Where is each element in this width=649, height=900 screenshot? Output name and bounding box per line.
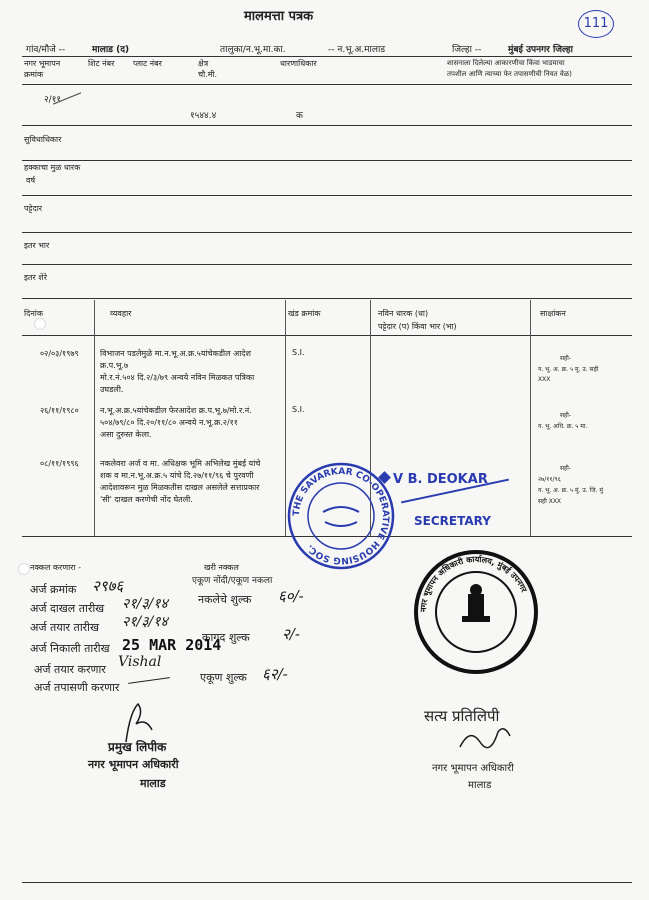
place-left: मालाड [140,777,166,790]
easement-label: सुविधाधिकार [24,135,62,144]
tx-description-line: विभाजन पडलेमुळे मा.न.भू.अ.क्र.५यांचेकडील आदेश [100,349,251,358]
tx-volume: S.I. [292,405,305,414]
prepared-by2-label: अर्ज तयार करणार [34,663,106,676]
secretary-role: SECRETARY [414,514,491,528]
copy-fee-label: नकलेचे शुल्क [198,593,252,606]
divider [22,335,632,336]
tx-attestation-line: सही- [560,412,571,419]
taluka-value: -- न.भू.अ.मालाड [328,45,386,55]
tx-description-line: क्र.प.भू.७ [100,361,129,370]
year-label: वर्ष [26,176,36,185]
paper-fee-value: २/- [282,625,300,643]
tx-description-line: शक व मा.न.भू.अ.क्र.५ यांचे दि.२७/११/९६ चे पुरवणी [100,471,254,480]
tx-date-header: दिनांक [24,309,43,318]
checked-by-label: खरी नक्कल [204,563,239,572]
bottom-line [22,882,632,883]
page-title: मालमत्ता पत्रक [244,9,314,24]
tx-description-line: आदेशावरून मुळ मिळकतीस दाखल असलेले सत्ताप्रकार [100,483,260,492]
app-no-value: २९७६ [92,577,124,595]
officer-left: नगर भूमापन अधिकारी [88,758,179,771]
divider [22,298,632,299]
tx-description-line: मो.र.नं.५०४ दि.२/३/७९ अन्वये नविन मिळकत पत्रिका [100,373,255,382]
svg-text:THE SAVARKAR CO-OPERATIVE HOUS: THE SAVARKAR CO-OPERATIVE HOUSING SOC. [291,466,391,566]
tx-attestation-line: न. भू. अधि. क्र. ५ मा. [538,423,588,430]
village-value: मालाड (द) [92,45,130,55]
svg-text:नगर भूमापन अधिकारी कार्यालय, म: नगर भूमापन अधिकारी कार्यालय, मुंबई उपनगर [418,554,529,613]
area-value: १५४४.४ [190,111,217,121]
tx-description-line: नकलेवरा अर्ज व मा. अधिक्षक भूमि अभिलेख मुंबई यांचे [100,459,261,468]
tx-date: २६/११/१९८० [40,406,79,415]
app-date-label: अर्ज दाखल तारीख [30,602,105,615]
app-no-label: अर्ज क्रमांक [30,583,77,596]
col-area: क्षेत्र चौ.मी. [198,59,218,79]
col-assessment: शासनाला दिलेल्या आकारणीचा किंवा भाडयाचा तपशील आणि त्याच्या फेर तपासणीची नियत वेळ) [447,59,572,78]
cts-number: २/११ [44,95,62,105]
issued-date-stamp: 25 MAR 2014 [122,636,222,654]
tx-volume: S.I. [292,348,305,357]
prepared-by2-value: Vishal [118,654,162,670]
divider [22,84,632,85]
divider [22,56,632,57]
tx-description-line: ५०४/७९/८० दि.२०/११/८० अन्वये न.भू.क्र.२/११ [100,418,238,427]
total-fee-label: एकूण शुल्क [200,671,247,684]
total-fee-value: ६२/- [262,665,288,683]
tx-attestation-line: XXX [538,376,551,383]
tx-attestation-header: साक्षांकन [540,309,566,318]
district-value: मुंबई उपनगर जिल्हा [508,45,573,55]
punch-hole [18,563,30,575]
copy-fee-value: ६०/- [278,587,304,605]
tx-lessee-header: पट्टेदार (प) किंवा भार (भा) [378,322,457,331]
divider [22,232,632,233]
col-cts: नगर भूमापन क्रमांक [24,59,61,79]
tx-description-line: न.भू.अ.क्र.५यांचेकडील फेरआदेश क्र.प.भू.७/मो.र.नं. [100,406,252,415]
punch-hole [34,318,46,330]
right-signature [455,722,515,752]
tx-holder-header: नविन धारक (धा) [378,309,429,318]
tx-description-line: 'सी' दाखल करणेची नोंद घेतली. [100,495,193,504]
prepared-by-label: नक्कल करणारा - [30,563,81,572]
tenure-value: क [296,111,303,121]
official-seal [412,548,540,676]
issued-date-label: अर्ज निकाली तारीख [30,642,110,655]
taluka-label: तालुका/न.भू.मा.का. [220,45,286,55]
tx-attestation-line: न. भू. अ. क्र. ५ मुं. उ. जि. मुं [538,487,603,494]
tx-attestation-line: २७/११/९६ [538,476,561,483]
divider [22,264,632,265]
other-remarks-label: इतर शेरे [24,273,48,282]
app-date-value: २१/३/१४ [122,596,168,612]
tx-attestation-line: सही- [560,465,571,472]
encumbrance-label: इतर भार [24,241,50,250]
divider [22,195,632,196]
col-tenure: धारणाधिकार [280,59,317,68]
tx-desc-header: व्यवहार [110,309,132,318]
paper-fee-label: कागद शुल्क [202,631,250,644]
lessee-label: पट्टेदार [24,204,43,213]
divider [22,125,632,126]
true-copy-label: सत्य प्रतिलिपी [424,707,500,725]
tx-attestation-line: सही- [560,355,571,362]
tx-volume-header: खंड क्रमांक [288,309,321,318]
village-label: गांव/मौजे -- [26,45,66,55]
checker-signature [128,677,170,684]
col-line [94,300,95,536]
col-line [530,300,531,536]
divider [22,160,632,161]
checker-label: अर्ज तपासणी करणार [34,681,120,694]
tx-attestation-line: सही XXX [538,498,562,505]
officer-right: नगर भूमापन अधिकारी [432,763,514,774]
ready-date-label: अर्ज तयार तारीख [30,621,100,634]
col-sheet: शिट नंबर [88,59,115,68]
col-plot: प्लाट नंबर [133,59,162,68]
original-holder-label: हक्काचा मुळ धारक [24,163,81,172]
secretary-name: V B. DEOKAR [393,472,488,487]
tx-date: ०८/११/१९९६ [40,459,79,468]
ready-date-value: २१/३/१४ [122,614,168,630]
district-label: जिल्हा -- [452,45,482,55]
tx-description-line: उघडली. [100,385,124,394]
page-number: 111 [578,10,614,38]
tx-description-line: असा दुरुस्त केला. [100,430,152,439]
total-entries-label: एकूण नोंदी/एकूण नकला [192,576,273,586]
place-right: मालाड [468,780,492,791]
head-clerk-label: प्रमुख लिपीक [108,740,167,754]
tx-attestation-line: न. भू. अ. क्र. ५ मु. उ. सही [538,366,599,373]
tx-date: ०२/०३/१९७९ [40,349,79,358]
